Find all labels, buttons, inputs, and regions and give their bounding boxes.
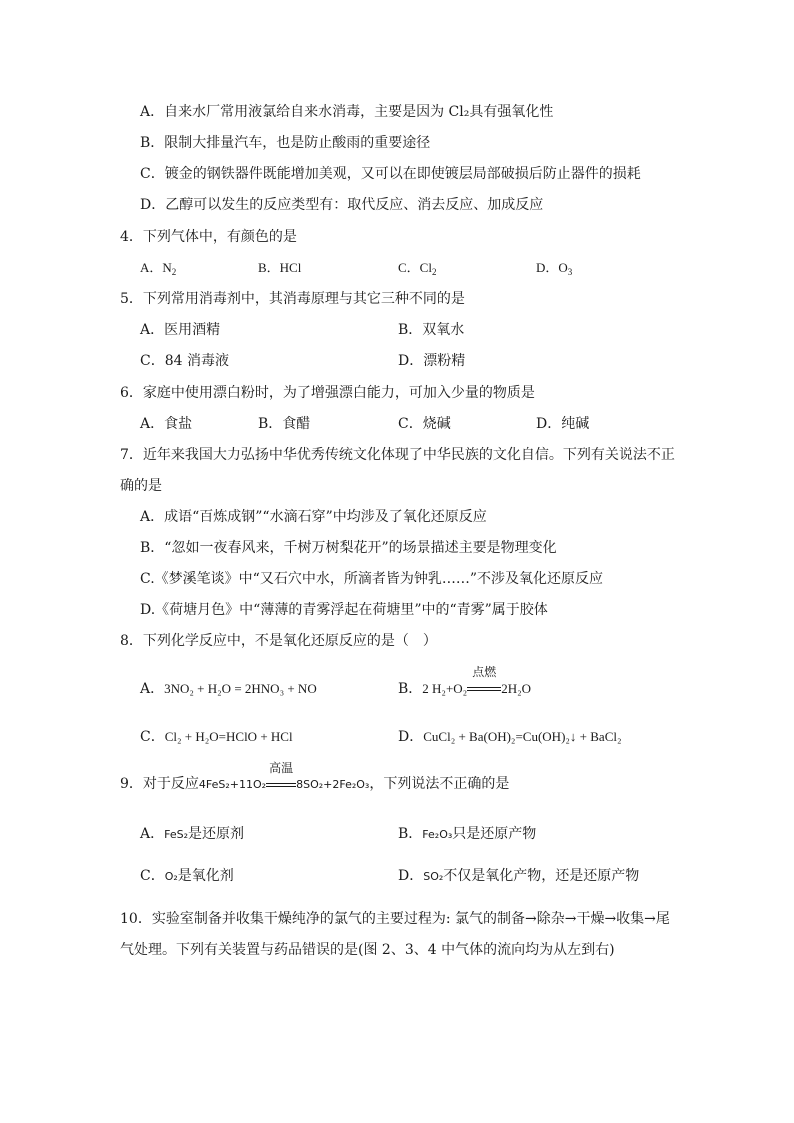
q6-stem: 6．家庭中使用漂白粉时，为了增强漂白能力，可加入少量的物质是 — [120, 385, 535, 401]
q6-option-b: B．食醋 — [258, 416, 311, 432]
q5-option-a: A．医用酒精 — [140, 322, 221, 338]
q6-option-c: C．烧碱 — [398, 416, 451, 432]
q3-option-d: D．乙醇可以发生的反应类型有：取代反应、消去反应、加成反应 — [140, 197, 544, 213]
q4-option-c: C．$Cl_2$ — [398, 260, 437, 277]
q3-option-b: B．限制大排量汽车，也是防止酸雨的重要途径 — [140, 135, 431, 151]
q9-stem: 9．对于反应4FeS₂+11O₂ 高温 8SO₂+2Fe₂O₃，下列说法不正确的是 — [120, 774, 509, 795]
q4-option-b: B．HCl — [258, 260, 302, 275]
reaction-condition-arrow: 点燃 — [467, 679, 501, 699]
q9-option-c: C．O₂是氧化剂 — [140, 868, 234, 884]
q9-option-b: B．Fe₂O₃只是还原产物 — [398, 826, 537, 842]
q6-option-a: A．食盐 — [140, 416, 193, 432]
q3-option-a: A．自来水厂常用液氯给自来水消毒，主要是因为 Cl₂具有强氧化性 — [140, 104, 554, 120]
q4-stem: 4．下列气体中，有颜色的是 — [120, 229, 297, 245]
q7-option-d: D.《荷塘月色》中“薄薄的青雾浮起在荷塘里”中的“青雾”属于胶体 — [140, 602, 548, 618]
q10-stem-line2: 气处理。下列有关装置与药品错误的是(图 2、3、4 中气体的流向均为从左到右) — [120, 942, 615, 958]
q6-option-d: D．纯碱 — [536, 416, 590, 432]
q5-stem: 5．下列常用消毒剂中，其消毒原理与其它三种不同的是 — [120, 291, 465, 307]
q8-option-b: B．2 H₂+O₂ 点燃 2H₂O — [398, 665, 532, 697]
q7-option-a: A．成语“百炼成钢”“水滴石穿”中均涉及了氧化还原反应 — [140, 509, 487, 525]
q4-option-d: D．$O_3$ — [536, 260, 573, 277]
q10-stem-line1: 10．实验室制备并收集干燥纯净的氯气的主要过程为: 氯气的制备→除杂→干燥→收集→尾 — [120, 911, 670, 927]
q9-option-a: A．FeS₂是还原剂 — [140, 826, 245, 842]
q8-option-d: D．CuCl₂ + Ba(OH)₂=Cu(OH)₂↓ + BaCl₂ — [398, 729, 622, 745]
q5-option-b: B．双氧水 — [398, 322, 465, 338]
q7-option-b: B．“忽如一夜春风来，千树万树梨花开”的场景描述主要是物理变化 — [140, 540, 557, 556]
reaction-condition-arrow: 高温 — [266, 775, 296, 795]
q7-stem-line2: 确的是 — [120, 478, 162, 494]
q9-option-d: D．SO₂不仅是氧化产物，还是还原产物 — [398, 868, 640, 884]
q8-option-a: A．3NO₂ + H₂O = 2HNO₃ + NO — [140, 681, 317, 697]
q7-stem-line1: 7．近年来我国大力弘扬中华优秀传统文化体现了中华民族的文化自信。下列有关说法不正 — [120, 447, 675, 463]
q5-option-c: C．84 消毒液 — [140, 353, 229, 369]
q7-option-c: C.《梦溪笔谈》中“又石穴中水，所滴者皆为钟乳……”不涉及氧化还原反应 — [140, 571, 603, 587]
q4-option-a: A．$N_2$ — [140, 260, 177, 277]
q5-option-d: D．漂粉精 — [398, 353, 466, 369]
q8-stem: 8．下列化学反应中，不是氧化还原反应的是（ ） — [120, 633, 437, 649]
q8-option-c: C．Cl₂ + H₂O=HClO + HCl — [140, 729, 293, 745]
q3-option-c: C．镀金的钢铁器件既能增加美观，又可以在即使镀层局部破损后防止器件的损耗 — [140, 166, 641, 182]
